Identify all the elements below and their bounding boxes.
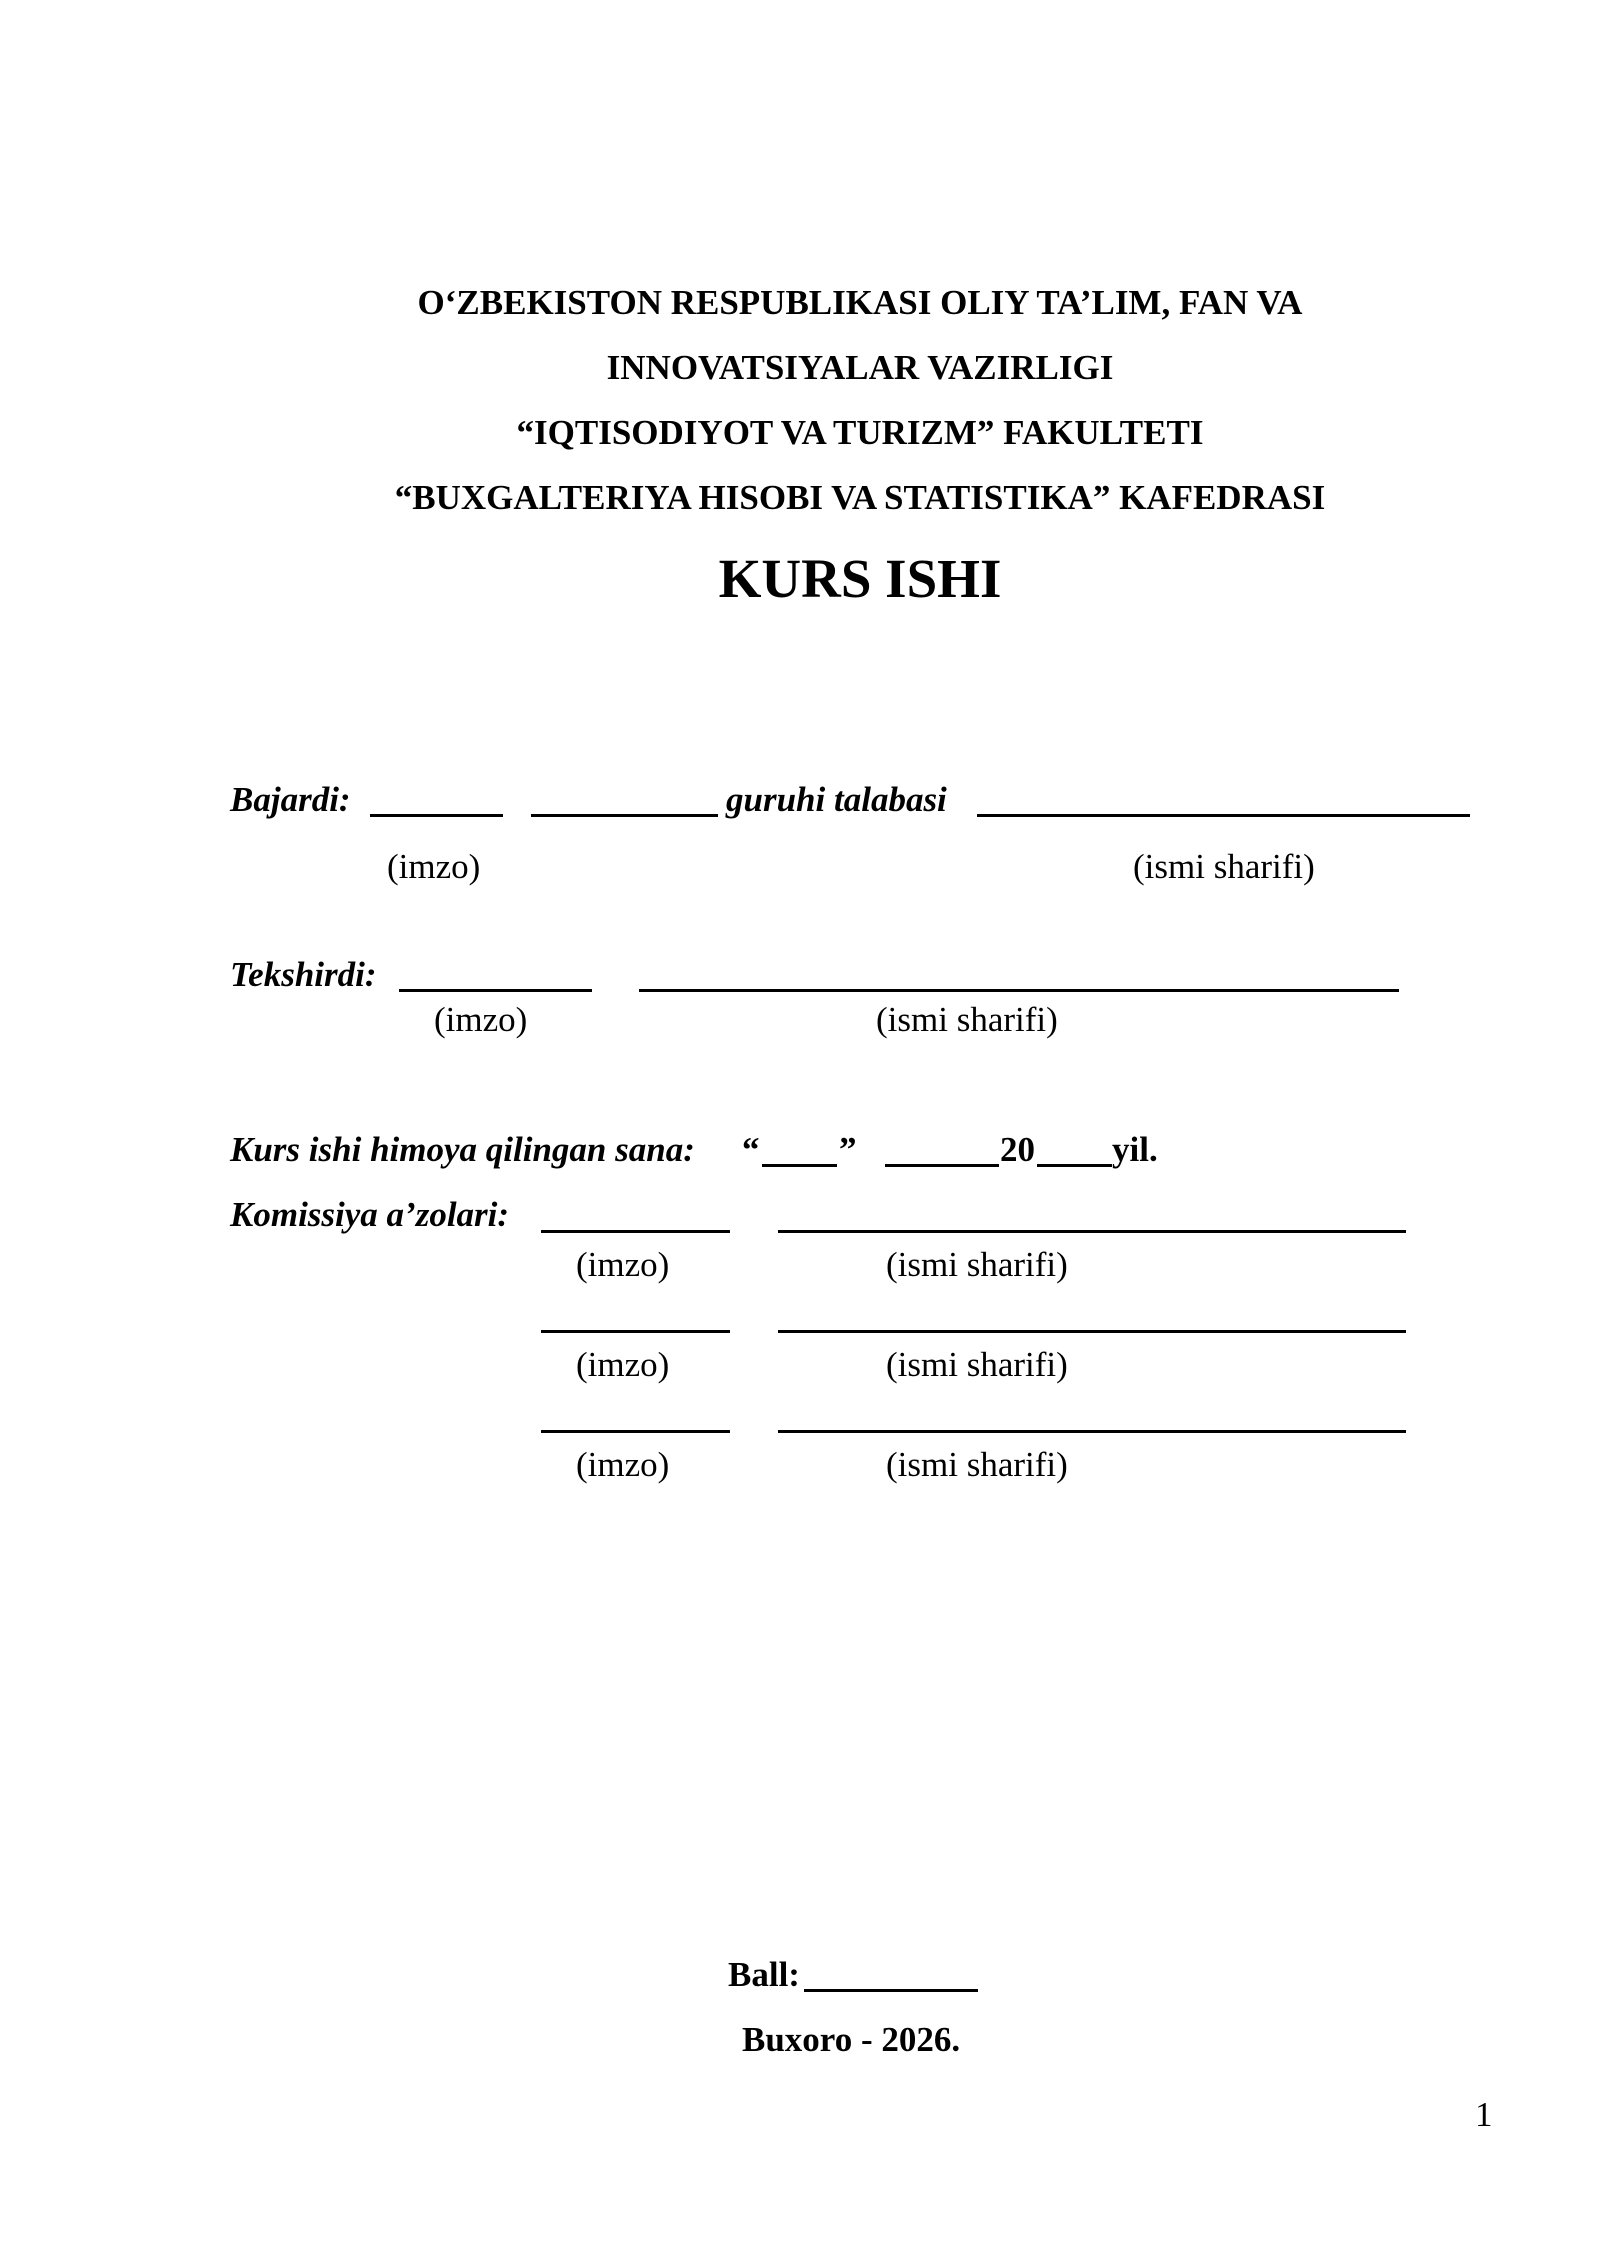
defense-year-line [1037,1164,1112,1167]
tekshirdi-name-line [639,989,1399,992]
defense-year-suffix: yil. [1112,1130,1158,1169]
bajardi-imzo-caption: (imzo) [387,847,481,886]
defense-date-label: Kurs ishi himoya qilingan sana: [230,1130,695,1169]
bajardi-name-line [977,814,1470,817]
defense-year-prefix: 20 [1000,1130,1035,1169]
bajardi-group-line [531,814,718,817]
commission-2-name-line [778,1330,1406,1333]
commission-label: Komissiya a’zolari: [230,1195,510,1234]
faculty-line: “IQTISODIYOT VA TURIZM” FAKULTETI [516,413,1204,452]
ball-label: Ball: [728,1955,800,1994]
bajardi-label: Bajardi: [230,780,351,819]
ministry-line-2: INNOVATSIYALAR VAZIRLIGI [606,348,1114,387]
commission-3-ismi-caption: (ismi sharifi) [886,1445,1068,1484]
bajardi-signature-line [370,814,503,817]
tekshirdi-label: Tekshirdi: [230,955,377,994]
commission-1-signature-line [541,1230,730,1233]
commission-2-ismi-caption: (ismi sharifi) [886,1345,1068,1384]
commission-3-signature-line [541,1430,730,1433]
tekshirdi-signature-line [399,989,592,992]
bajardi-ismi-caption: (ismi sharifi) [1133,847,1315,886]
commission-3-name-line [778,1430,1406,1433]
ministry-line-1: O‘ZBEKISTON RESPUBLIKASI OLIY TA’LIM, FAN VA [417,283,1303,322]
document-title: KURS ISHI [718,548,1002,609]
bajardi-group-text: guruhi talabasi [726,780,947,819]
commission-2-imzo-caption: (imzo) [576,1345,670,1384]
commission-1-name-line [778,1230,1406,1233]
commission-3-imzo-caption: (imzo) [576,1445,670,1484]
tekshirdi-imzo-caption: (imzo) [434,1000,528,1039]
defense-day-line [762,1164,837,1167]
department-line: “BUXGALTERIYA HISOBI VA STATISTIKA” KAFEDRASI [394,478,1326,517]
page-number: 1 [1475,2095,1493,2134]
defense-open-quote: “ [742,1130,760,1169]
tekshirdi-ismi-caption: (ismi sharifi) [876,1000,1058,1039]
defense-month-line [885,1164,999,1167]
ball-line [804,1989,978,1992]
city-year: Buxoro - 2026. [742,2020,961,2059]
defense-close-quote: ” [839,1130,857,1169]
commission-1-imzo-caption: (imzo) [576,1245,670,1284]
commission-2-signature-line [541,1330,730,1333]
commission-1-ismi-caption: (ismi sharifi) [886,1245,1068,1284]
